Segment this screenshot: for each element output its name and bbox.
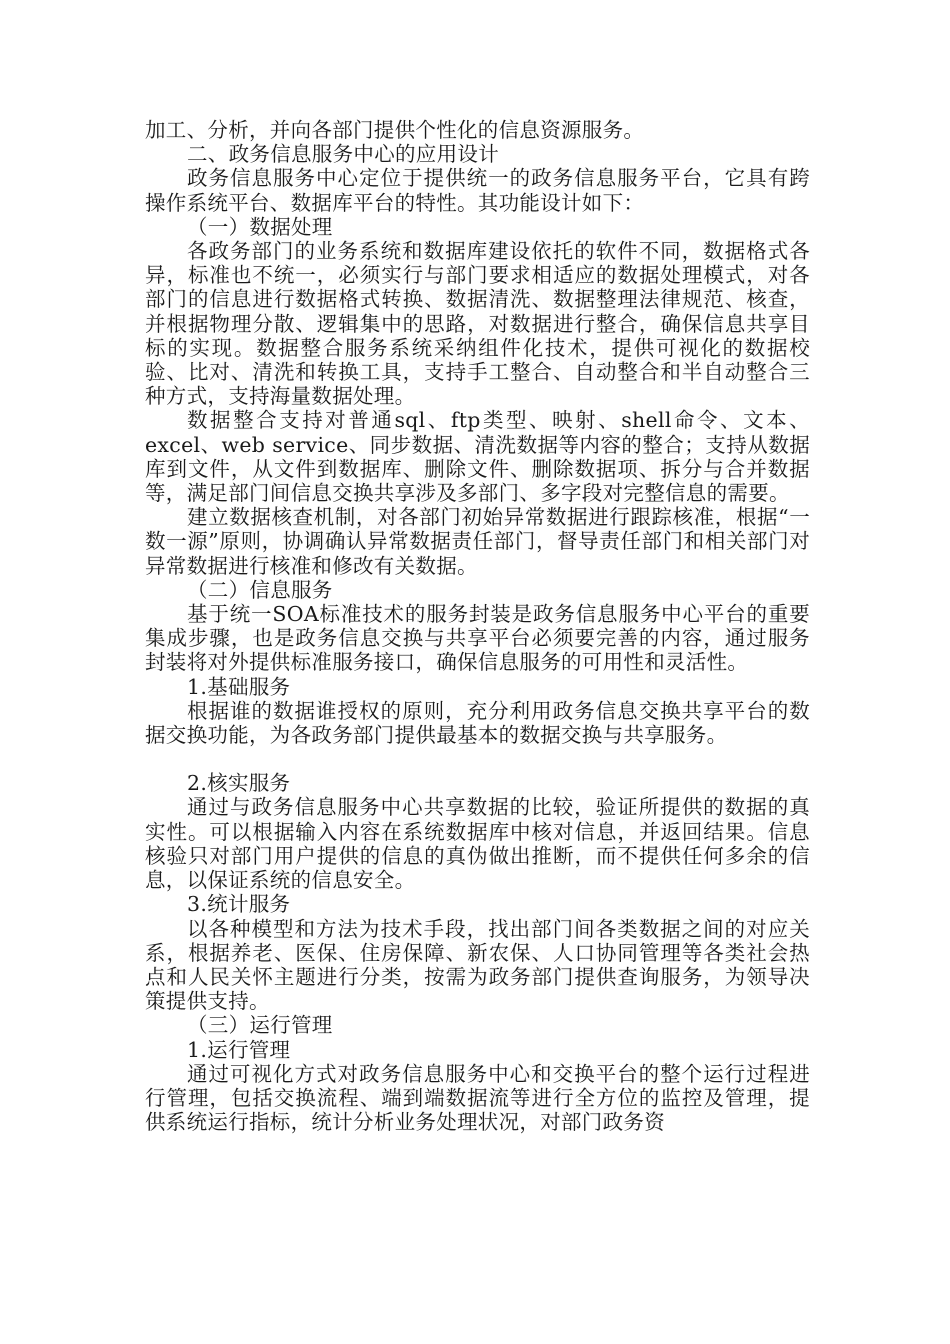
paragraph-continued: 加工、分析，并向各部门提供个性化的信息资源服务。 [145,118,645,142]
subsection-heading-3: （三）运行管理 [187,1013,333,1038]
paragraph: 建立数据核查机制，对各部门初始异常数据进行跟踪核准，根据“一数一源”原则，协调确认异常数据责任部门，督导责任部门和相关部门对异常数据进行核准和修改有关数据。 [145,505,810,578]
paragraph: 政务信息服务中心定位于提供统一的政务信息服务平台，它具有跨操作系统平台、数据库平台的特性。其功能设计如下： [145,166,810,215]
paragraph: 通过与政务信息服务中心共享数据的比较，验证所提供的数据的真实性。可以根据输入内容在系统数据库中核对信息，并返回结果。信息核验只对部门用户提供的信息的真伪做出推断，而不提供任何多余的信息，以保证系统的信息安全。 [145,795,810,893]
paragraph: 根据谁的数据谁授权的原则，充分利用政务信息交换共享平台的数据交换功能，为各政务部门提供最基本的数据交换与共享服务。 [145,698,810,748]
blank-line [145,747,810,771]
item-heading-2: 2.核实服务 [187,771,291,796]
paragraph: 各政务部门的业务系统和数据库建设依托的软件不同，数据格式各异，标准也不统一，必须实行与部门要求相适应的数据处理模式，对各部门的信息进行数据格式转换、数据清洗、数据整理法律规范、核查，并根据物理分散、逻辑集中的思路，对数据进行整合，确保信息共享目标的实现。数据整合服务系统采纳组件化技术，提供可视化的数据校验、比对、清洗和转换工具，支持手工整合、自动整合和半自动整合三种方式，支持海量数据处理。 [145,239,810,409]
item-heading-3: 3.统计服务 [187,892,291,917]
paragraph: 基于统一SOA标准技术的服务封装是政务信息服务中心平台的重要集成步骤，也是政务信息交换与共享平台必须要完善的内容，通过服务封装将对外提供标准服务接口，确保信息服务的可用性和灵活性。 [145,602,810,675]
item-heading-1: 1.运行管理 [187,1037,291,1062]
section-heading-2: 二、政务信息服务中心的应用设计 [187,142,499,167]
paragraph: 通过可视化方式对政务信息服务中心和交换平台的整个运行过程进行管理，包括交换流程、端到端数据流等进行全方位的监控及管理，提供系统运行指标，统计分析业务处理状况，对部门政务资 [145,1061,810,1135]
subsection-heading-1: （一）数据处理 [187,214,333,239]
item-heading-1: 1.基础服务 [187,674,291,699]
document-body [145,118,810,1134]
paragraph: 以各种模型和方法为技术手段，找出部门间各类数据之间的对应关系，根据养老、医保、住房保障、新农保、人口协同管理等各类社会热点和人民关怀主题进行分类，按需为政务部门提供查询服务，为领导决策提供支持。 [145,916,810,1014]
paragraph: 数据整合支持对普通sql、ftp类型、映射、shell命令、文本、excel、web service、同步数据、清洗数据等内容的整合；支持从数据库到文件，从文件到数据库、删除文件、删除数据项、拆分与合并数据等，满足部门间信息交换共享涉及多部门、多字段对完整信息的需要。 [145,408,810,506]
subsection-heading-2: （二）信息服务 [187,577,333,602]
